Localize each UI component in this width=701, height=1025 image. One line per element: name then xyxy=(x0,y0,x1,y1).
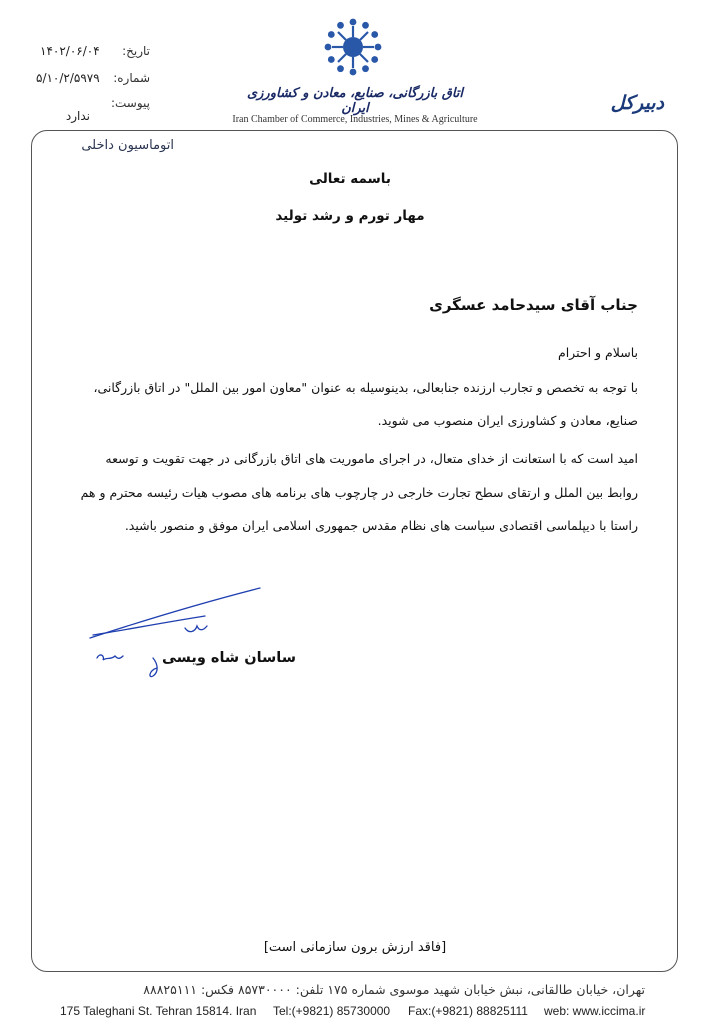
slogan: مهار تورم و رشد تولید xyxy=(275,208,425,224)
footer-web-en: web: www.iccima.ir xyxy=(544,1004,646,1018)
number-value: ۵/۱۰/۲/۵۹۷۹ xyxy=(36,71,100,85)
date-label: تاریخ: xyxy=(122,44,150,58)
paragraph-2-line-2: روابط بین الملل و ارتقای سطح تجارت خارجی در چارچوب های برنامه های مصوب هیات رئیسه محترم و هم xyxy=(80,485,638,500)
invocation: باسمه تعالی xyxy=(309,171,391,187)
paragraph-2-line-1: امید است که با استعانت از خدای متعال، در اجرای ماموریت های اتاق بازرگانی در جهت تقویت و توسعه xyxy=(105,451,638,466)
footer-address-fa: تهران، خیابان طالقانی، نبش خیابان شهید موسوی شماره ۱۷۵ تلفن: ۸۵۷۳۰۰۰۰ فکس: ۸۸۸۲۵۱۱۱ xyxy=(143,982,645,997)
paragraph-1-line-1: با توجه به تخصص و تجارب ارزنده جنابعالی، بدینوسیله به عنوان "معاون امور بین الملل" در اتاق بازرگانی، xyxy=(93,380,638,395)
org-name-en: Iran Chamber of Commerce, Industries, Mines & Agriculture xyxy=(232,114,478,125)
paragraph-2-line-3: راستا با دیپلماسی اقتصادی سیاست های نظام مقدس جمهوری اسلامی ایران موفق و منصور باشید. xyxy=(124,518,638,533)
date-value: ۱۴۰۲/۰۶/۰۴ xyxy=(40,44,100,58)
footer-tel-en: Tel:(+9821) 85730000 xyxy=(273,1004,391,1018)
handwritten-signature xyxy=(85,580,275,690)
disclaimer: [فاقد ارزش برون سازمانی است] xyxy=(263,940,447,955)
footer-fax-en: Fax:(+9821) 88825111 xyxy=(408,1004,528,1018)
greeting: باسلام و احترام xyxy=(557,345,638,360)
signatory-name: ساسان شاه ویسی xyxy=(161,650,296,666)
paragraph-1-line-2: صنایع، معادن و کشاورزی ایران منصوب می شوید. xyxy=(377,413,638,428)
distribution-note: اتوماسیون داخلی xyxy=(81,138,174,153)
recipient: جناب آقای سیدحامد عسگری xyxy=(429,296,638,314)
footer-address-en: 175 Taleghani St. Tehran 15814. Iran xyxy=(60,1004,257,1018)
chamber-logo xyxy=(320,14,386,80)
office-label: دبیرکل xyxy=(610,92,664,114)
attachment-value: ندارد xyxy=(65,109,90,123)
attachment-label: پیوست: xyxy=(110,96,150,110)
number-label: شماره: xyxy=(113,71,150,85)
org-name-fa: اتاق بازرگانی، صنایع، معادن و کشاورزی ایران xyxy=(246,86,464,116)
letter-frame xyxy=(31,130,678,972)
